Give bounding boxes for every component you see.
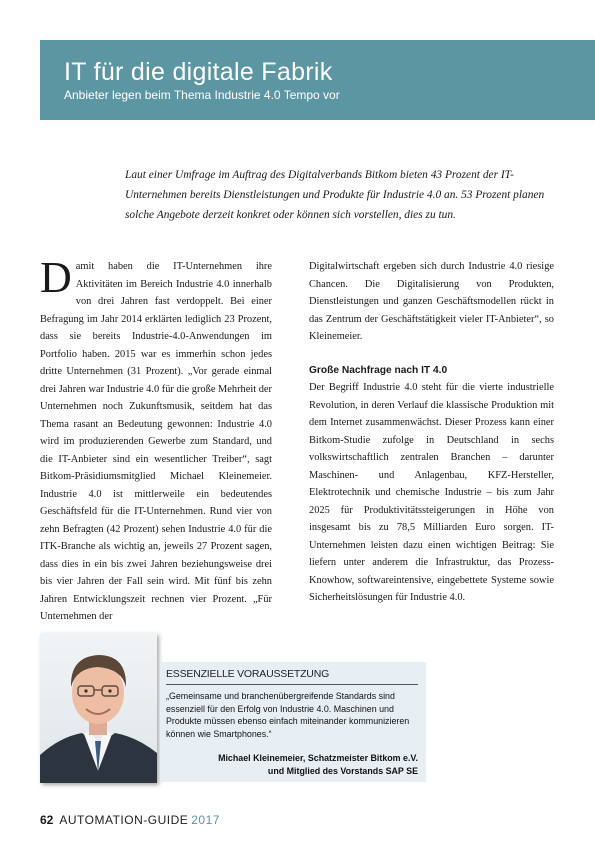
quote-box-title: ESSENZIELLE VORAUSSETZUNG	[166, 668, 330, 680]
quote-box	[160, 662, 426, 782]
drop-cap: D	[40, 253, 72, 302]
portrait-icon	[40, 633, 157, 783]
article-column-right	[309, 258, 554, 607]
publication-name: AUTOMATION-GUIDE	[59, 813, 189, 827]
quote-author	[164, 752, 418, 778]
article-column-left	[40, 253, 272, 626]
article-paragraph-1-continued: Digitalwirtschaft ergeben sich durch Industrie 4.0 riesige Chancen. Die Digitalisierung von Produkten, Dienstleistungen und ganzen Geschäftsmodellen rückt in das Zentrum der Geschäftstätigkeit vieler IT-Anbieter“, so Kleinemeier.	[309, 261, 554, 342]
lead-paragraph: Laut einer Umfrage im Auftrag des Digitalverbands Bitkom bieten 43 Prozent der IT-Unternehmen bereits Dienstleistungen und Produkte für Industrie 4.0 an. 53 Prozent planen solche Angebote derzeit konkret oder können sich vorstellen, dies zu tun.	[125, 169, 545, 221]
page-title: IT für die digitale Fabrik	[64, 58, 333, 86]
quote-divider	[166, 684, 418, 685]
header-band	[40, 40, 595, 120]
article-paragraph-2: Der Begriff Industrie 4.0 steht für die vierte industrielle Revolution, in deren Verlauf die klassische Produktion mit dem Internet zusammenwächst. Dieser Prozess kann einer Bitkom-Studie zufolge in Deutschland in sechs volkswirtschaftlich zentralen Branchen – darunter Maschinen- und Anlagenbau, KFZ-Hersteller, Elektrotechnik und chemische Industrie – bis zum Jahr 2025 für Produktivitätssteigerungen in Höhe von insgesamt bis zu 78,5 Milliarden Euro sorgen. IT-Unternehmen leisten dazu einen wichtigen Beitrag: Sie liefern unter anderem die Infrastruktur, das Prozess-Knowhow, softwareintensive, eingebettete Systeme sowie Sicherheitslösungen für Industrie 4.0.	[309, 382, 554, 603]
section-heading: Große Nachfrage nach IT 4.0	[309, 364, 448, 376]
page-subtitle: Anbieter legen beim Thema Industrie 4.0 Tempo vor	[64, 88, 340, 102]
quote-author-line-2: und Mitglied des Vorstands SAP SE	[267, 766, 418, 776]
publication-year: 2017	[191, 813, 220, 827]
quote-author-line-1: Michael Kleinemeier, Schatzmeister Bitkom e.V.	[218, 753, 418, 763]
article-paragraph-1-text: amit haben die IT-Unternehmen ihre Aktivitäten im Bereich Industrie 4.0 innerhalb von drei Jahren fast verdoppelt. Bei einer Befragung im Jahr 2014 erklärten lediglich 23 Prozent, dass sie bereits Industrie-4.0-Anwendungen im Portfolio haben. 2015 war es immerhin schon jedes dritte Unternehmen (31 Prozent). „Vor gerade einmal drei Jahren war Industrie 4.0 für die große Mehrheit der Unternehmen noch Zukunftsmusik, seitdem hat das Thema rasant an Bedeutung gewonnen: Industrie 4.0 wird im produzierenden Gewerbe zum Standard, und die IT-Anbieter sind ein wesentlicher Treiber“, sagt Bitkom-Präsidiumsmitglied Michael Kleinemeier. Industrie 4.0 ist mittlerweile ein bedeutendes Geschäftsfeld für die IT-Unternehmen. Rund vier von zehn Befragten (42 Prozent) sehen Industrie 4.0 für die ITK-Branche als wichtig an, jeweils 27 Prozent sagen, dass dies in ein bis zwei Jahren beziehungsweise drei bis vier Jahren der Fall sein wird. Mit fünf bis zehn Jahren Entwicklungszeit rechnen vier Prozent. „Für Unternehmen der	[40, 261, 272, 622]
page-number: 62	[40, 813, 54, 827]
portrait-photo	[40, 633, 157, 783]
page-footer	[40, 813, 220, 827]
quote-text: „Gemeinsame und branchenübergreifende Standards sind essenziell für den Erfolg von Industrie 4.0. Maschinen und Produkte müssen ebenso einfach miteinander kommunizieren können wie Smartphones.“	[166, 691, 410, 739]
article-paragraph-1	[40, 253, 272, 626]
